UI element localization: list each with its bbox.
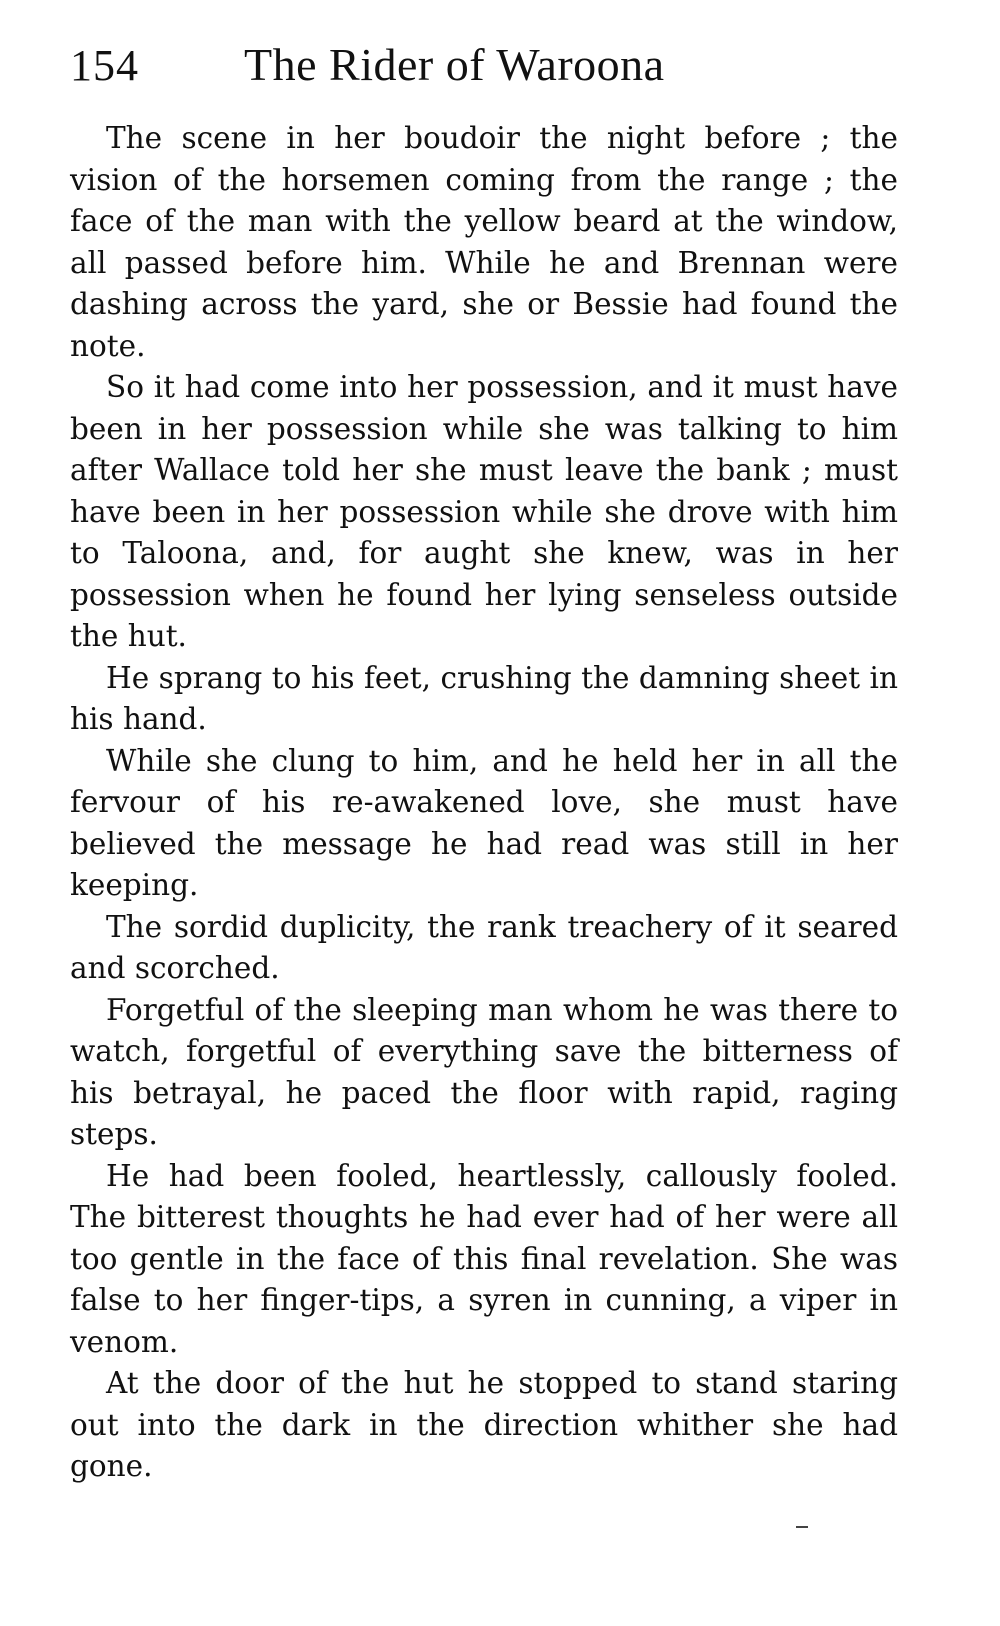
paragraph: At the door of the hut he stopped to stand staring out into the dark in the direction whither she had gone. bbox=[70, 1366, 898, 1483]
stray-mark bbox=[796, 1526, 808, 1528]
page-number: 154 bbox=[70, 41, 139, 90]
body-text bbox=[70, 118, 898, 1488]
running-head bbox=[70, 38, 898, 118]
book-title: The Rider of Waroona bbox=[244, 39, 665, 90]
paragraph: He had been fooled, heartlessly, callously fooled. The bitterest thoughts he had ever had of her were all too gentle in the face of this final revelation. She was false to her finger-tips, a syren in cunning, a viper in venom. bbox=[70, 1158, 898, 1359]
paragraph: The scene in her boudoir the night before ; the vision of the horsemen coming from the range ; the face of the man with the yellow beard at the window, all passed before him. While he and Brennan were dashing across the yard, she or Bessie had found the note. bbox=[70, 121, 898, 363]
paragraph: Forgetful of the sleeping man whom he was there to watch, forgetful of everything save the bitterness of his betrayal, he paced the floor with rapid, raging steps. bbox=[70, 992, 898, 1151]
paragraph: He sprang to his feet, crushing the damning sheet in his hand. bbox=[70, 660, 898, 736]
book-page bbox=[70, 38, 898, 1488]
paragraph: So it had come into her possession, and it must have been in her possession while she was talking to him after Wallace told her she must leave the bank ; must have been in her possession while she drove with him to Taloona, and, for aught she knew, was in her possession when he found her lying senseless outside the hut. bbox=[70, 370, 898, 653]
paragraph: While she clung to him, and he held her in all the fervour of his re-awakened love, she must have believed the message he had read was still in her keeping. bbox=[70, 743, 898, 902]
paragraph: The sordid duplicity, the rank treachery of it seared and scorched. bbox=[70, 909, 898, 985]
